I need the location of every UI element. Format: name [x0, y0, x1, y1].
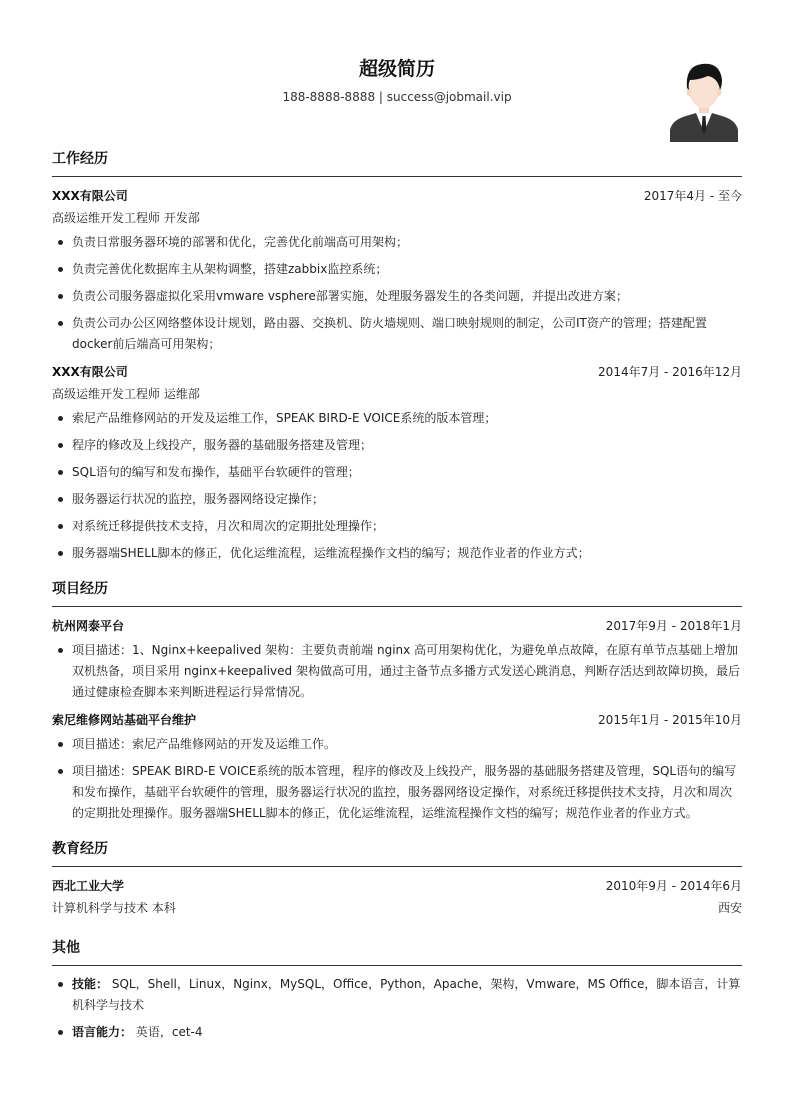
job-role: 高级运维开发工程师 开发部: [52, 211, 200, 225]
project-desc-list: [52, 640, 742, 703]
skills-value: SQL，Shell，Linux，Nginx，MySQL，Office，Python，Apache，架构，Vmware，MS Office，脚本语言，计算机科学与技术: [72, 977, 741, 1012]
project-entry: [52, 615, 742, 703]
list-item: 负责日常服务器环境的部署和优化，完善优化前端高可用架构；: [52, 232, 742, 253]
company-name: XXX有限公司: [52, 365, 128, 379]
list-item: 负责完善优化数据库主从架构调整，搭建zabbix监控系统；: [52, 259, 742, 280]
company-name: XXX有限公司: [52, 189, 128, 203]
major-degree: 计算机科学与技术 本科: [52, 901, 176, 915]
language-label: 语言能力：: [72, 1025, 133, 1039]
section-title-education: 教育经历: [52, 838, 742, 867]
candidate-name: 超级简历: [358, 58, 435, 80]
section-title-other: 其他: [52, 937, 742, 966]
project-desc-list: [52, 734, 742, 824]
school-name: 西北工业大学: [52, 879, 125, 893]
skills-item: [52, 974, 742, 1016]
skills-label: 技能：: [72, 977, 109, 991]
work-entry: [52, 185, 742, 355]
list-item: 项目描述：SPEAK BIRD-E VOICE系统的版本管理，程序的修改及上线投产，服务器的基础服务搭建及管理，SQL语句的编写和发布操作，基础平台软硬件的管理，服务器运行状况的监控，服务器网络设定操作，对系统迁移提供技术支持，月次和周次的定期批处理操作。服务器端SHELL脚本的修正，优化运维流程，运维流程操作文档的编写；规范作业者的作业方式。: [52, 761, 742, 824]
projects-section: [52, 578, 742, 824]
list-item: 项目描述：索尼产品维修网站的开发及运维工作。: [52, 734, 742, 755]
education-section: [52, 838, 742, 919]
entry-date: 2014年7月 - 2016年12月: [598, 365, 742, 379]
school-city: 西安: [717, 901, 742, 915]
work-entry: [52, 361, 742, 564]
list-item: 对系统迁移提供技术支持，月次和周次的定期批处理操作；: [52, 516, 742, 537]
section-title-work: 工作经历: [52, 148, 742, 177]
job-role: 高级运维开发工程师 运维部: [52, 387, 200, 401]
entry-date: 2017年4月 - 至今: [643, 189, 742, 203]
language-value: 英语，cet-4: [135, 1025, 203, 1039]
duty-list: [52, 232, 742, 355]
list-item: 服务器运行状况的监控，服务器网络设定操作；: [52, 489, 742, 510]
list-item: 项目描述：1、Nginx+keepalived 架构：主要负责前端 nginx 高可用架构优化，为避免单点故障，在原有单节点基础上增加双机热备，项目采用 nginx+keepalived 架构做高可用，通过主备节点多播方式发送心跳消息，判断存活达到故障切换，最后通过健康检查脚本来判断进程运行异常情况。: [52, 640, 742, 703]
list-item: 程序的修改及上线投产，服务器的基础服务搭建及管理；: [52, 435, 742, 456]
list-item: 索尼产品维修网站的开发及运维工作，SPEAK BIRD-E VOICE系统的版本管理；: [52, 408, 742, 429]
entry-date: 2017年9月 - 2018年1月: [605, 619, 742, 633]
entry-date: 2015年1月 - 2015年10月: [598, 713, 742, 727]
other-section: [52, 937, 742, 1043]
contact-info: 188-8888-8888 | success@jobmail.vip: [282, 90, 512, 104]
entry-date: 2010年9月 - 2014年6月: [605, 879, 742, 893]
section-title-projects: 项目经历: [52, 578, 742, 607]
list-item: 负责公司办公区网络整体设计规划，路由器、交换机、防火墙规则、端口映射规则的制定，公司IT资产的管理；搭建配置docker前后端高可用架构；: [52, 313, 742, 355]
resume-page: [52, 0, 742, 1049]
list-item: 负责公司服务器虚拟化采用vmware vsphere部署实施，处理服务器发生的各类问题，并提出改进方案；: [52, 286, 742, 307]
project-name: 杭州网泰平台: [52, 619, 125, 633]
list-item: SQL语句的编写和发布操作，基础平台软硬件的管理；: [52, 462, 742, 483]
project-entry: [52, 709, 742, 824]
duty-list: [52, 408, 742, 564]
other-list: [52, 974, 742, 1043]
list-item: 服务器端SHELL脚本的修正，优化运维流程，运维流程操作文档的编写；规范作业者的作业方式；: [52, 543, 742, 564]
language-item: [52, 1022, 742, 1043]
work-section: [52, 148, 742, 564]
project-name: 索尼维修网站基础平台维护: [52, 713, 197, 727]
resume-header: [52, 0, 742, 148]
avatar: [668, 52, 740, 142]
